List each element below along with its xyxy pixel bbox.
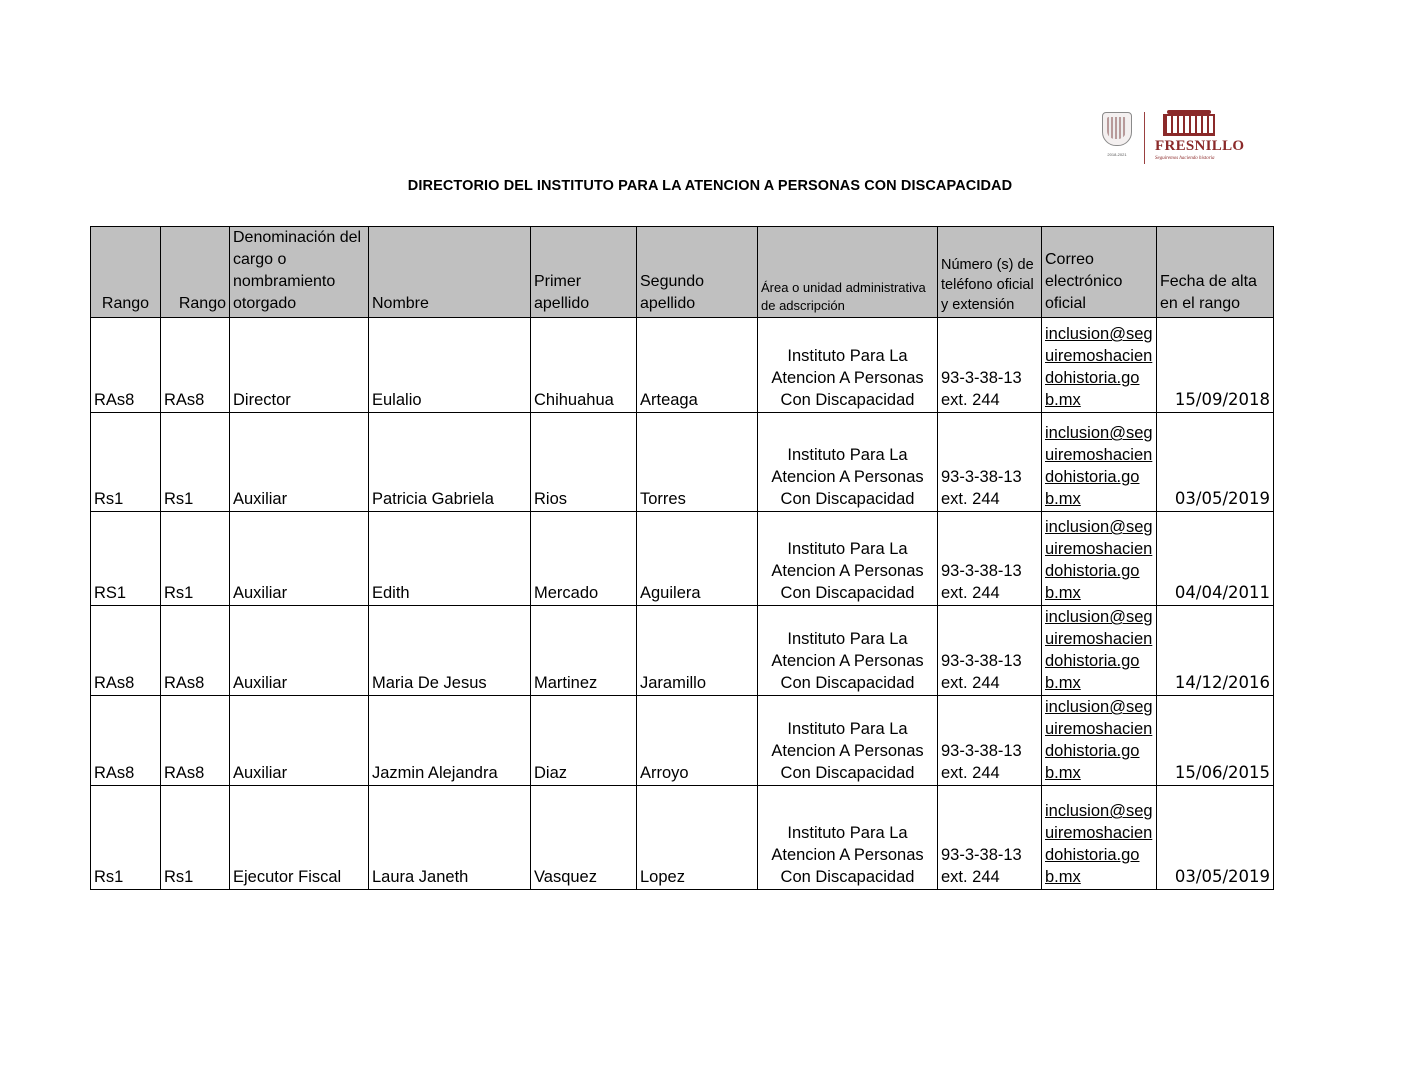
municipal-seal-logo [1096, 112, 1138, 166]
shield-icon [1102, 112, 1132, 146]
cell-primer-apellido: Diaz [531, 696, 637, 786]
cell-area: Instituto Para La Atencion A Personas Con Discapacidad [758, 606, 938, 696]
phone-number: 93-3-38-13 [941, 742, 1022, 760]
cell-nombre: Edith [369, 512, 531, 606]
header-nombre: Nombre [369, 227, 531, 318]
cell-segundo-apellido: Lopez [637, 786, 758, 890]
logo-divider [1144, 112, 1145, 164]
phone-number: 93-3-38-13 [941, 369, 1022, 387]
cell-rango-2: RAs8 [161, 606, 230, 696]
cell-fecha: 15/06/2015 [1157, 696, 1274, 786]
cell-correo [1042, 318, 1157, 413]
email-link[interactable]: inclusion@seguiremoshaciendohistoria.gob.mx [1045, 608, 1153, 692]
fresnillo-logo [1155, 112, 1245, 166]
email-link[interactable]: inclusion@seguiremoshaciendohistoria.gob.mx [1045, 325, 1153, 409]
header-segundo-apellido: Segundo apellido [637, 227, 758, 318]
cell-primer-apellido: Vasquez [531, 786, 637, 890]
header-rango-2: Rango [161, 227, 230, 318]
cell-correo [1042, 413, 1157, 512]
cell-nombre: Laura Janeth [369, 786, 531, 890]
table-row [91, 696, 1274, 786]
phone-number: 93-3-38-13 [941, 468, 1022, 486]
seal-caption: 2018-2021 [1107, 152, 1127, 157]
cell-fecha: 03/05/2019 [1157, 413, 1274, 512]
table-row [91, 413, 1274, 512]
phone-number: 93-3-38-13 [941, 846, 1022, 864]
cell-segundo-apellido: Aguilera [637, 512, 758, 606]
header-cargo: Denominación del cargo o nombramiento otorgado [230, 227, 369, 318]
cell-cargo: Auxiliar [230, 512, 369, 606]
cell-rango-1: RS1 [91, 512, 161, 606]
phone-extension: ext. 244 [941, 674, 1000, 692]
cell-fecha: 04/04/2011 [1157, 512, 1274, 606]
cell-telefono [938, 413, 1042, 512]
cell-primer-apellido: Chihuahua [531, 318, 637, 413]
cell-telefono [938, 512, 1042, 606]
cell-correo [1042, 606, 1157, 696]
cell-cargo: Auxiliar [230, 606, 369, 696]
cell-area: Instituto Para La Atencion A Personas Con Discapacidad [758, 786, 938, 890]
cell-segundo-apellido: Torres [637, 413, 758, 512]
phone-extension: ext. 244 [941, 391, 1000, 409]
cell-area: Instituto Para La Atencion A Personas Con Discapacidad [758, 318, 938, 413]
cell-cargo: Ejecutor Fiscal [230, 786, 369, 890]
email-link[interactable]: inclusion@seguiremoshaciendohistoria.gob.mx [1045, 698, 1153, 782]
cell-area: Instituto Para La Atencion A Personas Con Discapacidad [758, 413, 938, 512]
cell-cargo: Auxiliar [230, 413, 369, 512]
cell-primer-apellido: Rios [531, 413, 637, 512]
phone-number: 93-3-38-13 [941, 652, 1022, 670]
cell-nombre: Eulalio [369, 318, 531, 413]
cell-rango-1: RAs8 [91, 606, 161, 696]
cell-cargo: Auxiliar [230, 696, 369, 786]
cell-area: Instituto Para La Atencion A Personas Con Discapacidad [758, 696, 938, 786]
page-title: DIRECTORIO DEL INSTITUTO PARA LA ATENCION A PERSONAS CON DISCAPACIDAD [407, 178, 1013, 194]
cell-rango-2: Rs1 [161, 413, 230, 512]
cell-segundo-apellido: Arteaga [637, 318, 758, 413]
cell-telefono [938, 696, 1042, 786]
cell-correo [1042, 786, 1157, 890]
table-row [91, 606, 1274, 696]
cell-rango-2: RAs8 [161, 696, 230, 786]
header-telefono: Número (s) de teléfono oficial y extensión [938, 227, 1042, 318]
cell-primer-apellido: Martinez [531, 606, 637, 696]
cell-telefono [938, 786, 1042, 890]
cell-rango-2: Rs1 [161, 512, 230, 606]
cell-rango-1: Rs1 [91, 413, 161, 512]
cell-cargo: Director [230, 318, 369, 413]
cell-fecha: 03/05/2019 [1157, 786, 1274, 890]
cell-correo [1042, 696, 1157, 786]
table-row [91, 318, 1274, 413]
header-logos [1096, 112, 1245, 168]
fresnillo-tagline: Seguiremos haciendo historia [1155, 156, 1215, 161]
email-link[interactable]: inclusion@seguiremoshaciendohistoria.gob.mx [1045, 518, 1153, 602]
cell-rango-1: RAs8 [91, 696, 161, 786]
cell-rango-1: Rs1 [91, 786, 161, 890]
building-icon [1163, 114, 1215, 136]
header-rango-1: Rango [91, 227, 161, 318]
header-primer-apellido: Primer apellido [531, 227, 637, 318]
phone-extension: ext. 244 [941, 764, 1000, 782]
cell-fecha: 15/09/2018 [1157, 318, 1274, 413]
phone-extension: ext. 244 [941, 490, 1000, 508]
cell-telefono [938, 606, 1042, 696]
table-header-row [91, 227, 1274, 318]
cell-primer-apellido: Mercado [531, 512, 637, 606]
cell-segundo-apellido: Jaramillo [637, 606, 758, 696]
phone-extension: ext. 244 [941, 868, 1000, 886]
cell-rango-2: Rs1 [161, 786, 230, 890]
cell-area: Instituto Para La Atencion A Personas Con Discapacidad [758, 512, 938, 606]
fresnillo-wordmark: FRESNILLO [1155, 138, 1245, 154]
cell-segundo-apellido: Arroyo [637, 696, 758, 786]
phone-number: 93-3-38-13 [941, 562, 1022, 580]
header-area: Área o unidad administrativa de adscripción [758, 227, 938, 318]
directory-table [90, 226, 1274, 890]
cell-nombre: Patricia Gabriela [369, 413, 531, 512]
header-fecha: Fecha de alta en el rango [1157, 227, 1274, 318]
phone-extension: ext. 244 [941, 584, 1000, 602]
table-row [91, 512, 1274, 606]
email-link[interactable]: inclusion@seguiremoshaciendohistoria.gob.mx [1045, 424, 1153, 508]
cell-nombre: Maria De Jesus [369, 606, 531, 696]
cell-telefono [938, 318, 1042, 413]
header-correo: Correo electrónico oficial [1042, 227, 1157, 318]
cell-rango-1: RAs8 [91, 318, 161, 413]
table-row [91, 786, 1274, 890]
cell-nombre: Jazmin Alejandra [369, 696, 531, 786]
email-link[interactable]: inclusion@seguiremoshaciendohistoria.gob.mx [1045, 802, 1153, 886]
cell-rango-2: RAs8 [161, 318, 230, 413]
cell-correo [1042, 512, 1157, 606]
cell-fecha: 14/12/2016 [1157, 606, 1274, 696]
